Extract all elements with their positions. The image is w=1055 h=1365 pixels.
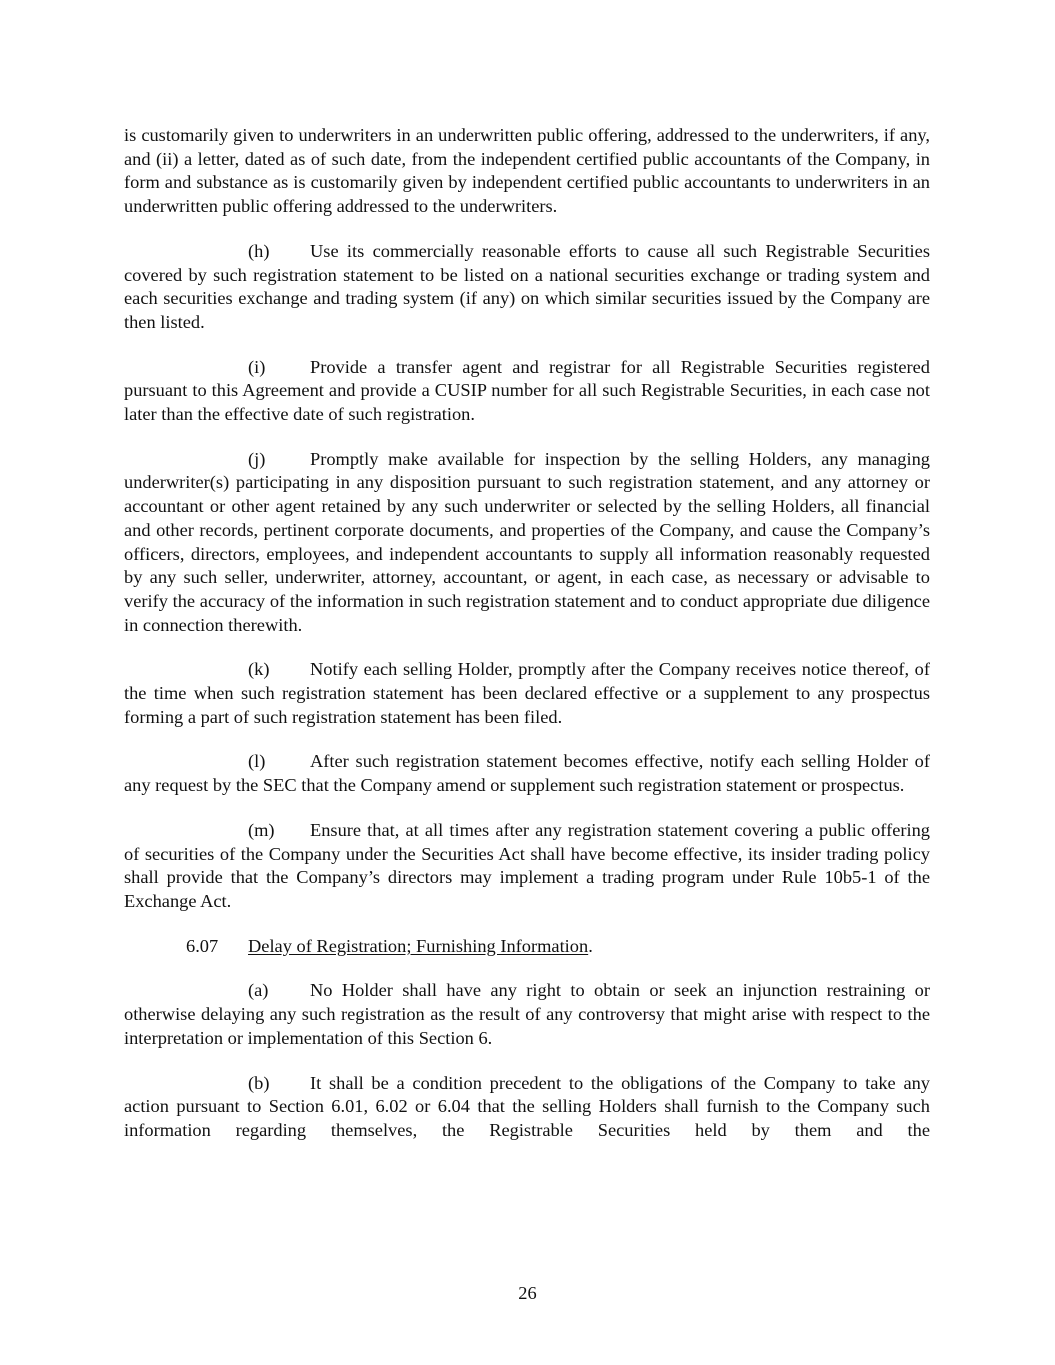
clause-marker: (h) — [248, 240, 270, 261]
clause-i — [124, 356, 930, 427]
paragraph-text: Provide a transfer agent and registrar for all Registrable Securities registered pursuant to this Agreement and provide a CUSIP number for all such Registrable Securities, in each case not later than the effective date of such registration. — [124, 356, 930, 425]
clause-marker: (k) — [248, 659, 270, 680]
paragraph-text: Ensure that, at all times after any registration statement covering a public offering of securities of the Company under the Securities Act shall have become effective, its insider trading policy shall provide that the Company’s directors may implement a trading program under Rule 10b5-1 of the Exchange Act. — [124, 819, 930, 911]
section-title-punct: . — [588, 935, 593, 956]
clause-b — [124, 1072, 930, 1143]
clause-k — [124, 658, 930, 729]
clause-marker: (m) — [248, 819, 275, 840]
section-number: 6.07 — [186, 935, 219, 956]
clause-a — [124, 979, 930, 1050]
clause-marker: (l) — [248, 751, 266, 772]
paragraph-text: After such registration statement becomes effective, notify each selling Holder of any request by the SEC that the Company amend or supplement such registration statement or prospectus. — [124, 751, 930, 796]
section-title: Delay of Registration; Furnishing Information — [248, 935, 589, 956]
clause-j — [124, 448, 930, 638]
paragraph-text: Promptly make available for inspection by the selling Holders, any managing underwriter(s) participating in any disposition pursuant to such registration statement, and any attorney or accountant or other agent retained by any such underwriter or selected by the selling Holders, all financial and other records, pertinent corporate documents, and properties of the Company, and cause the Company’s officers, directors, employees, and independent accountants to supply all information reasonably requested by any such seller, underwriter, attorney, accountant, or agent, in each case, as necessary or advisable to verify the accuracy of the information in such registration statement and to conduct appropriate due diligence in connection therewith. — [124, 448, 930, 635]
paragraph-text: Use its commercially reasonable efforts to cause all such Registrable Securities covered by such registration statement to be listed on a national securities exchange or trading system and each securities exchange and trading system (if any) on which similar securities issued by the Company are then listed. — [124, 240, 930, 332]
clause-m — [124, 819, 930, 914]
clause-marker: (a) — [248, 980, 269, 1001]
section-heading — [124, 935, 930, 959]
clause-marker: (i) — [248, 356, 266, 377]
clause-marker: (b) — [248, 1072, 270, 1093]
paragraph-text: It shall be a condition precedent to the obligations of the Company to take any action pursuant to Section 6.01, 6.02 or 6.04 that the selling Holders shall furnish to the Company such information regarding themselves, the Registrable Securities held by them and the — [124, 1072, 930, 1140]
clause-marker: (j) — [248, 448, 266, 469]
paragraph-text: is customarily given to underwriters in an underwritten public offering, addressed to the underwriters, if any, and (ii) a letter, dated as of such date, from the independent certified public accountants of the Company, in form and substance as is customarily given by independent certified public accountants to underwriters in an underwritten public offering addressed to the underwriters. — [124, 125, 930, 217]
clause-h — [124, 240, 930, 335]
clause-l — [124, 750, 930, 797]
page-number: 26 — [518, 1283, 537, 1303]
paragraph-text: Notify each selling Holder, promptly after the Company receives notice thereof, of the time when such registration statement has been declared effective or a supplement to any prospectus forming a part of such registration statement has been filed. — [124, 659, 930, 727]
document-body — [124, 124, 930, 1164]
paragraph-text: No Holder shall have any right to obtain or seek an injunction restraining or otherwise delaying any such registration as the result of any controversy that might arise with respect to the interpretation or implementation of this Section 6. — [124, 980, 930, 1048]
continuation-paragraph — [124, 124, 930, 219]
